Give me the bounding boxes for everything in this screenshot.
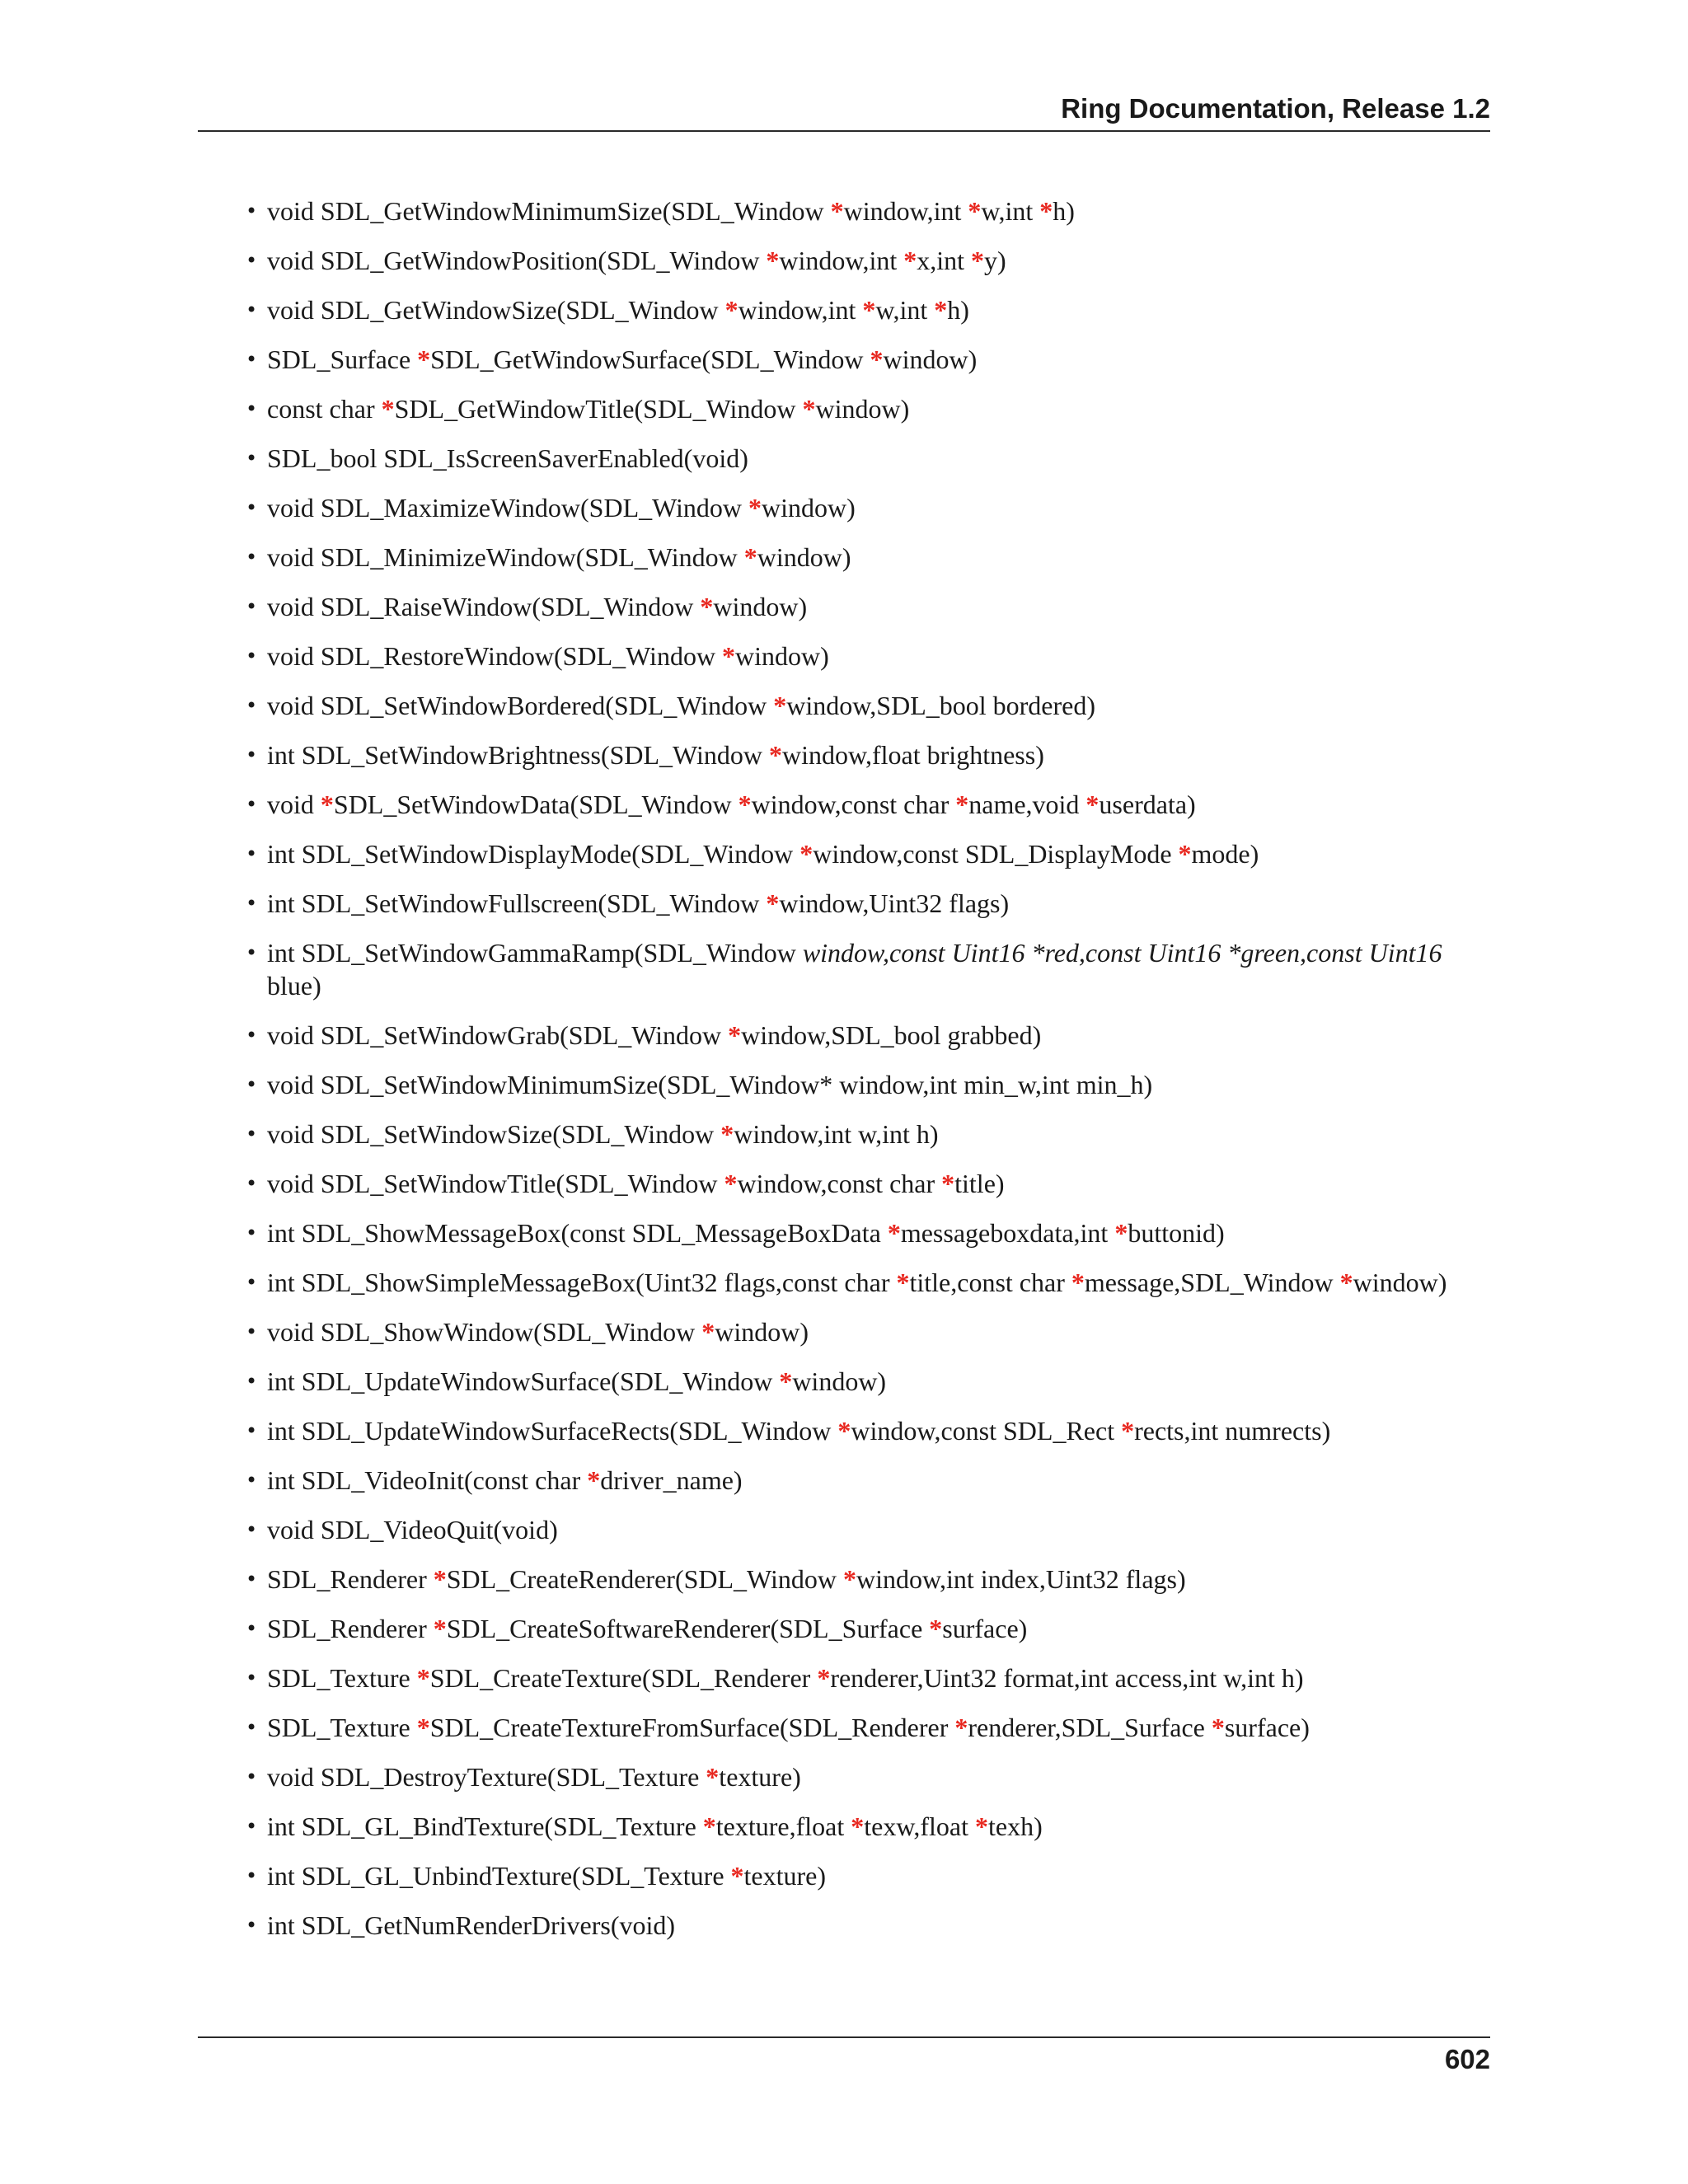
signature-text: void SDL_GetWindowMinimumSize(SDL_Window [267,196,831,226]
bullet-icon: • [246,1024,258,1047]
signature-text: int SDL_UpdateWindowSurfaceRects(SDL_Window [267,1416,838,1446]
signature-text: window,const SDL_DisplayMode [813,839,1179,869]
signature-text: window,float brightness) [781,740,1044,770]
pointer-asterisk: * [971,246,985,275]
signature-text: blue) [267,971,321,1001]
pointer-asterisk: * [887,1218,901,1248]
signature-text: window) [1353,1268,1447,1297]
signature-text: driver_name) [600,1465,743,1495]
signature-text: void SDL_GetWindowPosition(SDL_Window [267,246,767,275]
signature-text: window) [762,493,856,523]
list-item [198,1315,1490,1365]
bullet-icon: • [246,1320,258,1343]
pointer-asterisk: * [381,394,395,424]
signature-text: SDL_Renderer [267,1564,434,1594]
list-item [198,1118,1490,1167]
list-item [198,491,1490,541]
pointer-asterisk: * [416,1663,430,1693]
pointer-asterisk: * [766,246,780,275]
signature-text: title,const char [909,1268,1071,1297]
signature-text: messageboxdata,int [900,1218,1115,1248]
pointer-asterisk: * [1121,1416,1135,1446]
pointer-asterisk: * [837,1416,851,1446]
signature-text: int SDL_ShowMessageBox(const SDL_MessageBoxData [267,1218,888,1248]
signature-text: texh) [988,1811,1043,1841]
list-item [198,1019,1490,1068]
list-item [198,1760,1490,1810]
signature-text: int SDL_GL_BindTexture(SDL_Texture [267,1811,703,1841]
list-item [198,1563,1490,1612]
signature-text: int SDL_GL_UnbindTexture(SDL_Texture [267,1861,731,1891]
bullet-icon: • [246,1716,258,1739]
signature-text: window,const Uint16 *red,const Uint16 *green,const Uint16 [802,938,1442,968]
pointer-asterisk: * [802,394,816,424]
pointer-asterisk: * [743,542,757,572]
pointer-asterisk: * [738,790,752,819]
pointer-asterisk: * [779,1366,793,1396]
signature-text: void SDL_RaiseWindow(SDL_Window [267,592,701,621]
signature-text: message,SDL_Window [1084,1268,1340,1297]
pointer-asterisk: * [799,839,814,869]
list-item [198,887,1490,936]
list-item [198,1612,1490,1661]
signature-text: void SDL_VideoQuit(void) [267,1515,558,1544]
signature-text: window,int w,int h) [734,1119,939,1149]
page-number: 602 [1444,2044,1490,2074]
pointer-asterisk: * [433,1564,447,1594]
footer-rule [198,2036,1490,2038]
signature-text: int SDL_VideoInit(const char [267,1465,588,1495]
signature-text: void SDL_SetWindowSize(SDL_Window [267,1119,721,1149]
signature-text: window,const char [751,790,956,819]
pointer-asterisk: * [701,1317,715,1347]
pointer-asterisk: * [773,691,787,720]
signature-text: rects,int numrects) [1134,1416,1331,1446]
signature-text: x,int [917,246,972,275]
pointer-asterisk: * [1071,1268,1085,1297]
list-item [198,640,1490,689]
signature-text: window,int [738,295,863,325]
signature-text: window,int [843,196,968,226]
signature-text: int SDL_UpdateWindowSurface(SDL_Window [267,1366,780,1396]
signature-text: renderer,Uint32 format,int access,int w,int h) [830,1663,1304,1693]
pointer-asterisk: * [817,1663,831,1693]
signature-text: void SDL_SetWindowBordered(SDL_Window [267,691,774,720]
bullet-icon: • [246,743,258,766]
signature-text: void SDL_MinimizeWindow(SDL_Window [267,542,744,572]
pointer-asterisk: * [830,196,844,226]
bullet-icon: • [246,941,258,964]
bullet-icon: • [246,842,258,865]
signature-text: window) [792,1366,887,1396]
signature-text: SDL_CreateSoftwareRenderer(SDL_Surface [446,1614,930,1643]
signature-text: SDL_Renderer [267,1614,434,1643]
pointer-asterisk: * [941,1169,955,1198]
signature-text: renderer,SDL_Surface [968,1713,1212,1742]
bullet-icon: • [246,298,258,321]
list-item [198,1859,1490,1909]
signature-text: SDL_bool SDL_IsScreenSaverEnabled(void) [267,443,748,473]
pointer-asterisk: * [903,246,917,275]
bullet-icon: • [246,1419,258,1442]
signature-text: window,int [779,246,904,275]
bullet-icon: • [246,348,258,371]
signature-text: window) [815,394,910,424]
signature-text: texture,float [715,1811,851,1841]
signature-text: buttonid) [1128,1218,1225,1248]
pointer-asterisk: * [417,344,431,374]
signature-text: int SDL_SetWindowGammaRamp(SDL_Window [267,938,803,968]
list-item [198,689,1490,738]
list-item [198,1810,1490,1859]
pointer-asterisk: * [851,1811,865,1841]
list-item [198,936,1490,1019]
bullet-icon: • [246,1122,258,1146]
signature-text: int SDL_SetWindowBrightness(SDL_Window [267,740,769,770]
signature-text: void SDL_SetWindowGrab(SDL_Window [267,1020,729,1050]
signature-text: void SDL_SetWindowTitle(SDL_Window [267,1169,724,1198]
pointer-asterisk: * [728,1020,742,1050]
pointer-asterisk: * [766,888,780,918]
signature-text: int SDL_SetWindowFullscreen(SDL_Window [267,888,767,918]
signature-text: surface) [1224,1713,1310,1742]
bullet-icon: • [246,793,258,816]
list-item [198,1909,1490,1958]
signature-text: void SDL_GetWindowSize(SDL_Window [267,295,725,325]
signature-text: h) [947,295,969,325]
pointer-asterisk: * [320,790,334,819]
list-item [198,343,1490,392]
list-item [198,1661,1490,1711]
list-item [198,1414,1490,1464]
signature-text: window,Uint32 flags) [779,888,1010,918]
pointer-asterisk: * [706,1762,720,1792]
bullet-icon: • [246,1864,258,1887]
bullet-icon: • [246,1568,258,1591]
pointer-asterisk: * [1339,1268,1353,1297]
pointer-asterisk: * [720,1119,734,1149]
signature-text: int SDL_ShowSimpleMessageBox(Uint32 flags,const char [267,1268,897,1297]
signature-text: SDL_CreateTextureFromSurface(SDL_Renderer [429,1713,955,1742]
bullet-icon: • [246,199,258,223]
pointer-asterisk: * [896,1268,910,1297]
list-item [198,1513,1490,1563]
pointer-asterisk: * [842,1564,856,1594]
signature-text: window,const SDL_Rect [851,1416,1122,1446]
pointer-asterisk: * [968,196,982,226]
bullet-icon: • [246,1617,258,1640]
pointer-asterisk: * [955,790,969,819]
signature-text: window,SDL_bool grabbed) [741,1020,1042,1050]
running-header: Ring Documentation, Release 1.2 [1061,93,1490,124]
list-item [198,837,1490,887]
signature-text: window) [757,542,851,572]
signature-text: SDL_Texture [267,1713,417,1742]
signature-text: h) [1053,196,1075,226]
signature-text: texw,float [864,1811,976,1841]
header-rule [198,130,1490,132]
list-item [198,1266,1490,1315]
bullet-icon: • [246,644,258,668]
signature-text: title) [954,1169,1005,1198]
function-list [198,194,1490,1958]
pointer-asterisk: * [700,592,714,621]
list-item [198,1711,1490,1760]
bullet-icon: • [246,1221,258,1244]
bullet-icon: • [246,496,258,519]
list-item [198,194,1490,244]
bullet-icon: • [246,1765,258,1788]
signature-text: texture) [743,1861,827,1891]
pointer-asterisk: * [929,1614,943,1643]
signature-text: w,int [875,295,935,325]
list-item [198,1216,1490,1266]
signature-text: SDL_CreateTexture(SDL_Renderer [429,1663,818,1693]
signature-text: surface) [942,1614,1028,1643]
pointer-asterisk: * [862,295,876,325]
pointer-asterisk: * [1085,790,1100,819]
bullet-icon: • [246,595,258,618]
pointer-asterisk: * [724,1169,738,1198]
signature-text: SDL_GetWindowSurface(SDL_Window [430,344,870,374]
pointer-asterisk: * [587,1465,601,1495]
signature-text: SDL_GetWindowTitle(SDL_Window [394,394,803,424]
pointer-asterisk: * [722,641,736,671]
bullet-icon: • [246,1914,258,1937]
signature-text: name,void [968,790,1086,819]
list-item [198,1365,1490,1414]
signature-text: SDL_SetWindowData(SDL_Window [333,790,738,819]
bullet-icon: • [246,249,258,272]
signature-text: window) [715,1317,809,1347]
signature-text: void SDL_MaximizeWindow(SDL_Window [267,493,749,523]
bullet-icon: • [246,1469,258,1492]
pointer-asterisk: * [724,295,738,325]
list-item [198,293,1490,343]
signature-text: userdata) [1099,790,1196,819]
signature-text: y) [984,246,1006,275]
bullet-icon: • [246,1172,258,1195]
signature-text: void SDL_SetWindowMinimumSize(SDL_Window* window,int min_w,int min_h) [267,1070,1153,1099]
list-item [198,392,1490,442]
pointer-asterisk: * [1039,196,1053,226]
pointer-asterisk: * [870,344,884,374]
signature-text: window) [735,641,829,671]
pointer-asterisk: * [748,493,762,523]
pointer-asterisk: * [1114,1218,1128,1248]
bullet-icon: • [246,694,258,717]
list-item [198,788,1490,837]
pointer-asterisk: * [730,1861,744,1891]
list-item [198,244,1490,293]
signature-text: SDL_Surface [267,344,418,374]
list-item [198,1464,1490,1513]
list-item [198,442,1490,491]
signature-text: mode) [1191,839,1259,869]
bullet-icon: • [246,1271,258,1294]
bullet-icon: • [246,1518,258,1541]
signature-text: int SDL_SetWindowDisplayMode(SDL_Window [267,839,800,869]
signature-text: void [267,790,321,819]
signature-text: window,SDL_bool bordered) [786,691,1095,720]
signature-text: const char [267,394,382,424]
bullet-icon: • [246,1073,258,1096]
signature-text: SDL_Texture [267,1663,417,1693]
signature-text: void SDL_RestoreWindow(SDL_Window [267,641,723,671]
pointer-asterisk: * [416,1713,430,1742]
bullet-icon: • [246,397,258,420]
signature-text: window) [713,592,808,621]
signature-text: void SDL_DestroyTexture(SDL_Texture [267,1762,706,1792]
pointer-asterisk: * [1211,1713,1225,1742]
signature-text: void SDL_ShowWindow(SDL_Window [267,1317,702,1347]
pointer-asterisk: * [702,1811,716,1841]
list-item [198,541,1490,590]
list-item [198,590,1490,640]
pointer-asterisk: * [433,1614,447,1643]
bullet-icon: • [246,892,258,915]
list-item [198,1167,1490,1216]
pointer-asterisk: * [954,1713,968,1742]
signature-text: window,int index,Uint32 flags) [856,1564,1186,1594]
list-item [198,1068,1490,1118]
list-item [198,738,1490,788]
pointer-asterisk: * [1178,839,1192,869]
signature-text: int SDL_GetNumRenderDrivers(void) [267,1910,676,1940]
pointer-asterisk: * [768,740,782,770]
bullet-icon: • [246,1666,258,1690]
bullet-icon: • [246,546,258,569]
bullet-icon: • [246,1370,258,1393]
signature-text: texture) [719,1762,801,1792]
signature-text: SDL_CreateRenderer(SDL_Window [446,1564,843,1594]
signature-text: window) [883,344,978,374]
bullet-icon: • [246,447,258,470]
signature-text: window,const char [737,1169,942,1198]
pointer-asterisk: * [975,1811,989,1841]
signature-text: w,int [981,196,1040,226]
pointer-asterisk: * [934,295,948,325]
bullet-icon: • [246,1815,258,1838]
